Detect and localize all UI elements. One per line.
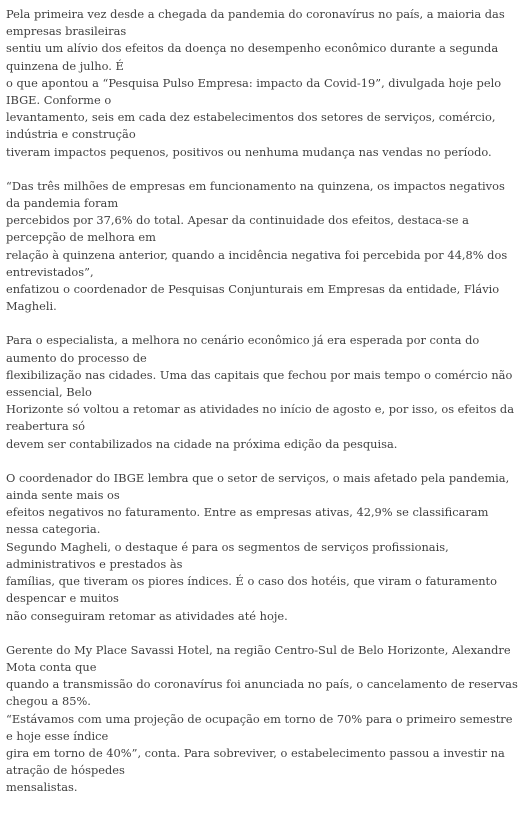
article-paragraph-4: O coordenador do IBGE lembra que o setor de serviços, o mais afetado pela pandemia, ainda sente mais os efeitos negativos no faturamento. Entre as empresas ativas, 42,9% se classificaram nessa categoria. Segundo Magheli, o destaque é para os segmentos de serviços profissionais, administrativos e prestados às famílias, que tiveram os piores índices. É o caso dos hotéis, que viram o faturamento despencar e muitos não conseguiram retomar as atividades até hoje.: [6, 470, 510, 623]
article-paragraph-5: Gerente do My Place Savassi Hotel, na região Centro-Sul de Belo Horizonte, Alexandre Mota conta que quando a transmissão do coronavírus foi anunciada no país, o cancelamento de reservas chegou a 85%. “Estávamos com uma projeção de ocupação em torno de 70% para o primeiro semestre e hoje esse índice gira em torno de 40%”, conta. Para sobreviver, o estabelecimento passou a investir na atração de hóspedes mensalistas.: [6, 642, 518, 795]
article-paragraph-3: Para o especialista, a melhora no cenário econômico já era esperada por conta do aumento do processo de flexibilização nas cidades. Uma das capitais que fechou por mais tempo o comércio não essencial, Belo Horizonte só voltou a retomar as atividades no início de agosto e, por isso, os efeitos da reabertura só devem ser contabilizados na cidade na próxima edição da pesquisa.: [6, 333, 514, 451]
article-body: [6, 6, 522, 814]
article-paragraph-1: Pela primeira vez desde a chegada da pandemia do coronavírus no país, a maioria das empresas brasileiras sentiu um alívio dos efeitos da doença no desempenho econômico durante a segunda quinzena de julho. É o que apontou a “Pesquisa Pulso Empresa: impacto da Covid-19”, divulgada hoje pelo IBGE. Conforme o levantamento, seis em cada dez estabelecimentos dos setores de serviços, comércio, indústria e construção tiveram impactos pequenos, positivos ou nenhuma mudança nas vendas no período.: [6, 7, 505, 159]
article-paragraph-2: “Das três milhões de empresas em funcionamento na quinzena, os impactos negativos da pandemia foram percebidos por 37,6% do total. Apesar da continuidade dos efeitos, destaca-se a percepção de melhora em relação à quinzena anterior, quando a incidência negativa foi percebida por 44,8% dos entrevistados”, enfatizou o coordenador de Pesquisas Conjunturais em Empresas da entidade, Flávio Magheli.: [6, 178, 508, 314]
